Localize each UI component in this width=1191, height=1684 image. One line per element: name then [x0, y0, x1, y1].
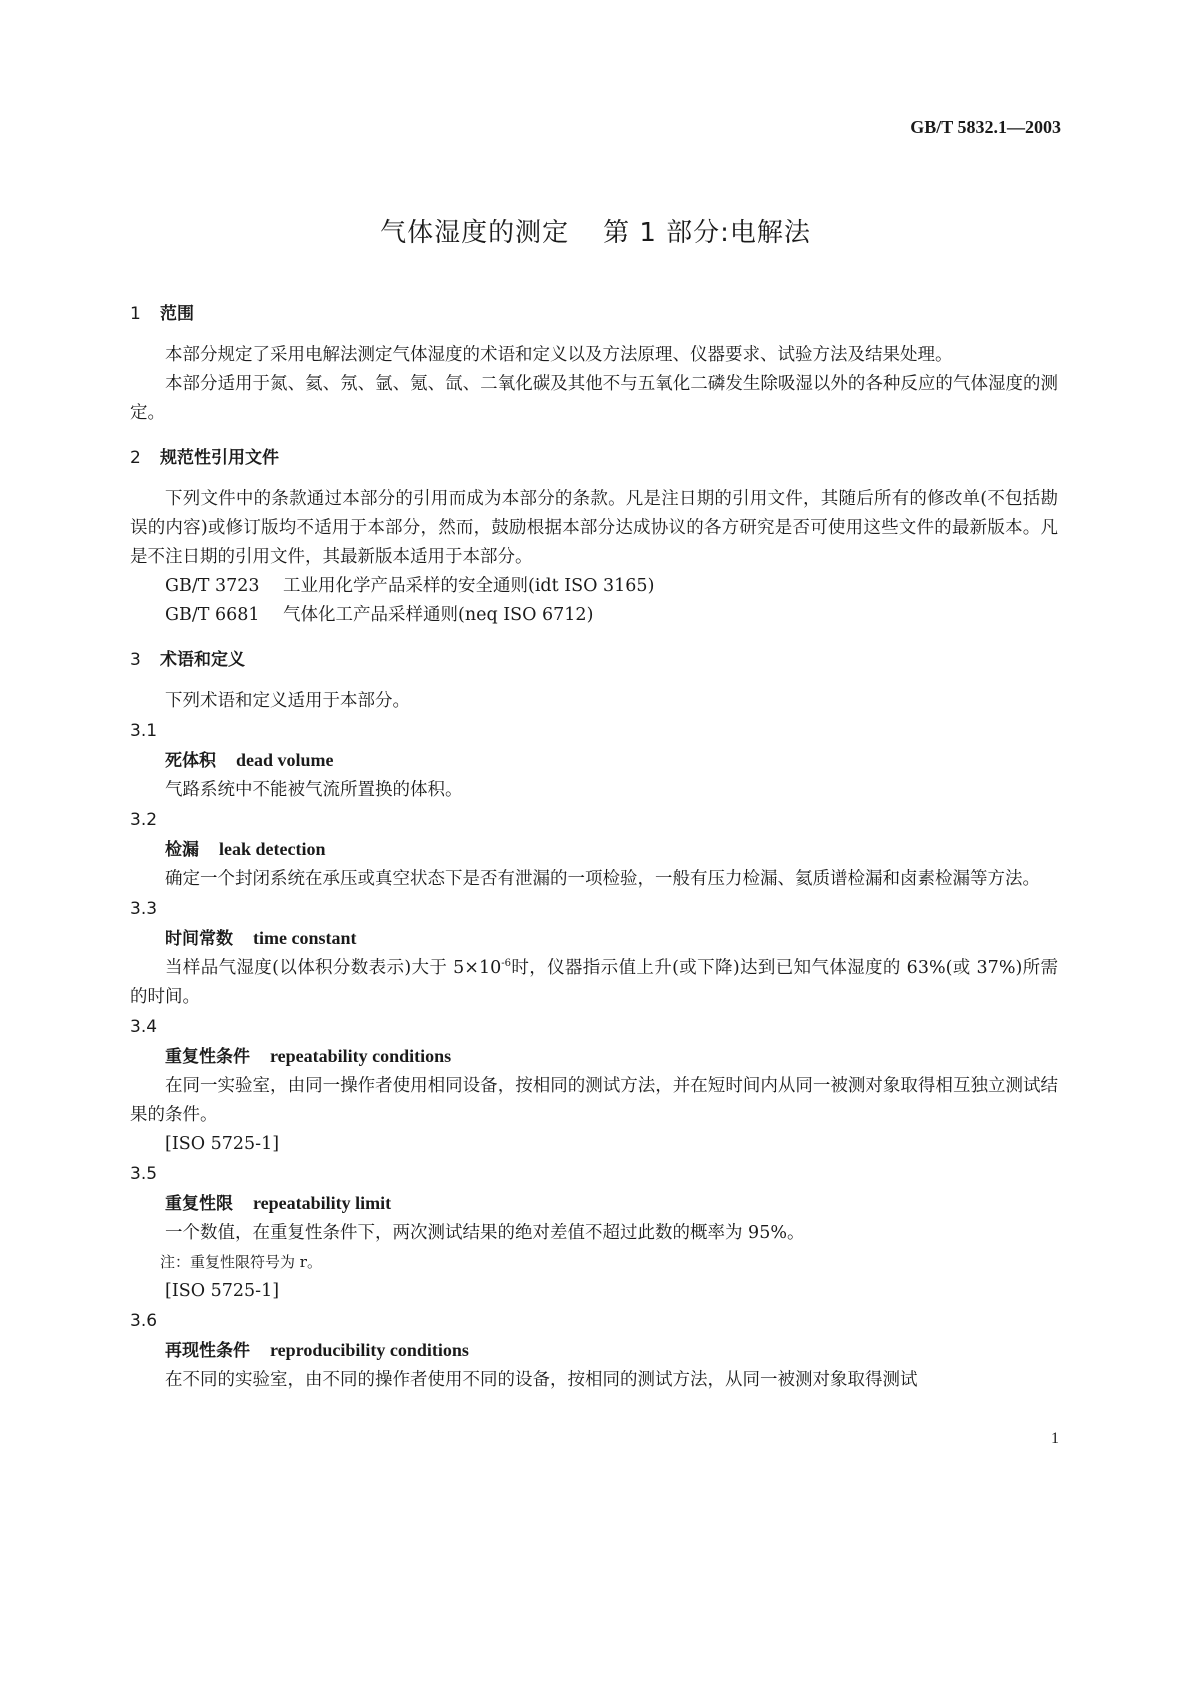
- source-citation: [ISO 5725-1]: [165, 1281, 280, 1301]
- term-heading: [130, 746, 1058, 776]
- title-part: 第 1 部分:电解法: [603, 218, 811, 248]
- clause-number: 3.3: [130, 899, 158, 919]
- term-en: leak detection: [219, 839, 326, 859]
- term-heading: [130, 924, 1058, 954]
- note: 注：重复性限符号为 r。: [160, 1253, 322, 1271]
- term-en: reproducibility conditions: [270, 1340, 469, 1360]
- term-en: repeatability limit: [253, 1193, 392, 1213]
- page-number: 1: [1051, 1430, 1059, 1447]
- clause-number: 3.1: [130, 721, 158, 741]
- reference-code: GB/T 3723: [165, 576, 260, 596]
- source-citation: [ISO 5725-1]: [165, 1134, 280, 1154]
- term-en: repeatability conditions: [270, 1046, 452, 1066]
- term-heading: [130, 835, 1058, 865]
- term-heading: [130, 1336, 1058, 1366]
- section-number: 2: [130, 448, 141, 468]
- definition-text: 当样品气湿度(以体积分数表示)大于 5×10: [165, 958, 502, 978]
- scope-paragraph-1: 本部分规定了采用电解法测定气体湿度的术语和定义以及方法原理、仪器要求、试验方法及结果处理。: [165, 345, 953, 365]
- section-heading-scope: [130, 300, 1058, 329]
- exponent: -6: [501, 958, 511, 970]
- section-heading-normative-references: [130, 444, 1058, 473]
- section-title: 规范性引用文件: [160, 448, 279, 468]
- clause-number: 3.5: [130, 1164, 158, 1184]
- term-definition: [130, 954, 1058, 1012]
- reference-title: 气体化工产品采样通则(neq ISO 6712): [283, 605, 594, 625]
- term-en: time constant: [253, 928, 357, 948]
- section-heading-terms-definitions: [130, 646, 1058, 675]
- term-zh: 检漏: [165, 840, 199, 860]
- term-heading: [130, 1042, 1058, 1072]
- definition-text: 时，仪器指示值上升(或下降)达到已知气体湿度的 63%(或 37%)所需的时间。: [130, 958, 1058, 1007]
- clause-number: 3.6: [130, 1311, 158, 1331]
- term-definition: 在同一实验室，由同一操作者使用相同设备，按相同的测试方法，并在短时间内从同一被测对象取得相互独立测试结果的条件。: [130, 1076, 1058, 1125]
- document-title: [0, 212, 1191, 249]
- reference-item: [130, 572, 1058, 601]
- reference-code: GB/T 6681: [165, 605, 260, 625]
- term-zh: 重复性限: [165, 1194, 233, 1214]
- references-paragraph: 下列文件中的条款通过本部分的引用而成为本部分的条款。凡是注日期的引用文件，其随后所有的修改单(不包括勘误的内容)或修订版均不适用于本部分，然而，鼓励根据本部分达成协议的各方研究是否可使用这些文件的最新版本。凡是不注日期的引用文件，其最新版本适用于本部分。: [130, 489, 1058, 567]
- term-heading: [130, 1189, 1058, 1219]
- term-en: dead volume: [236, 750, 334, 770]
- clause-number: 3.4: [130, 1017, 158, 1037]
- term-zh: 重复性条件: [165, 1047, 250, 1067]
- reference-item: [130, 601, 1058, 630]
- section-number: 3: [130, 650, 141, 670]
- section-number: 1: [130, 304, 141, 324]
- section-title: 术语和定义: [160, 650, 245, 670]
- clause-number: 3.2: [130, 810, 158, 830]
- document-body: [130, 300, 1058, 1395]
- term-definition: 确定一个封闭系统在承压或真空状态下是否有泄漏的一项检验，一般有压力检漏、氦质谱检漏和卤素检漏等方法。: [165, 869, 1040, 889]
- term-zh: 死体积: [165, 751, 216, 771]
- term-zh: 时间常数: [165, 929, 233, 949]
- scope-paragraph-2: 本部分适用于氮、氦、氖、氩、氪、氙、二氧化碳及其他不与五氧化二磷发生除吸湿以外的各种反应的气体湿度的测定。: [130, 374, 1058, 423]
- term-definition: 一个数值，在重复性条件下，两次测试结果的绝对差值不超过此数的概率为 95%。: [165, 1223, 805, 1243]
- term-zh: 再现性条件: [165, 1341, 250, 1361]
- term-definition: 气路系统中不能被气流所置换的体积。: [165, 780, 463, 800]
- title-main: 气体湿度的测定: [380, 218, 570, 248]
- section-title: 范围: [160, 304, 194, 324]
- terms-intro: 下列术语和定义适用于本部分。: [165, 691, 410, 711]
- standard-number: GB/T 5832.1—2003: [910, 117, 1061, 137]
- reference-title: 工业用化学产品采样的安全通则(idt ISO 3165): [283, 576, 655, 596]
- term-definition: 在不同的实验室，由不同的操作者使用不同的设备，按相同的测试方法，从同一被测对象取得测试: [165, 1370, 918, 1390]
